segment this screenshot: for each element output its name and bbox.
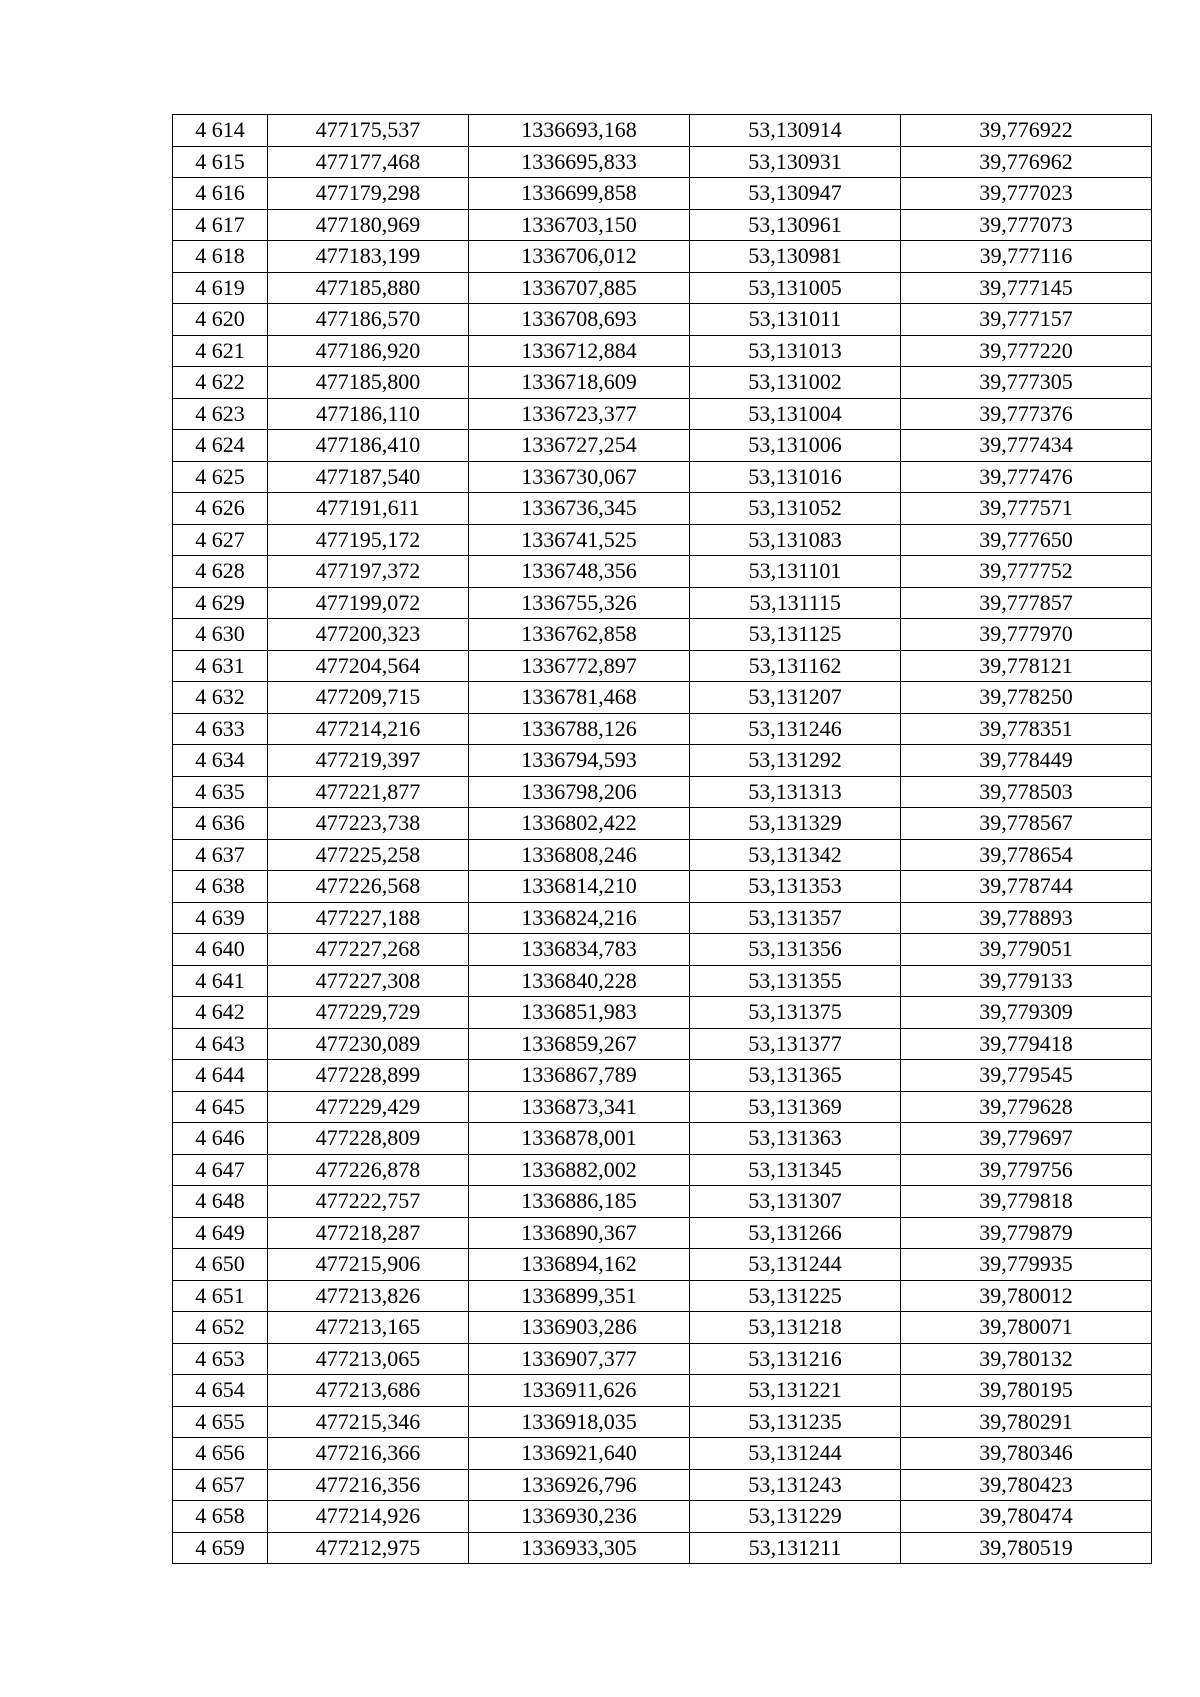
point-number-cell: 4 618: [173, 241, 268, 273]
y-coordinate-cell: 1336882,002: [469, 1154, 690, 1186]
y-coordinate-cell: 1336930,236: [469, 1501, 690, 1533]
point-number-cell: 4 656: [173, 1438, 268, 1470]
point-number-cell: 4 636: [173, 808, 268, 840]
x-coordinate-cell: 477216,366: [268, 1438, 469, 1470]
y-coordinate-cell: 1336693,168: [469, 115, 690, 147]
x-coordinate-cell: 477214,926: [268, 1501, 469, 1533]
y-coordinate-cell: 1336703,150: [469, 209, 690, 241]
table-row: [173, 1186, 1152, 1218]
longitude-cell: 39,780474: [901, 1501, 1152, 1533]
point-number-cell: 4 629: [173, 587, 268, 619]
longitude-cell: 39,777434: [901, 430, 1152, 462]
y-coordinate-cell: 1336727,254: [469, 430, 690, 462]
table-row: [173, 619, 1152, 651]
y-coordinate-cell: 1336712,884: [469, 335, 690, 367]
table-row: [173, 335, 1152, 367]
latitude-cell: 53,131345: [690, 1154, 901, 1186]
longitude-cell: 39,779818: [901, 1186, 1152, 1218]
y-coordinate-cell: 1336890,367: [469, 1217, 690, 1249]
point-number-cell: 4 622: [173, 367, 268, 399]
x-coordinate-cell: 477213,826: [268, 1280, 469, 1312]
y-coordinate-cell: 1336723,377: [469, 398, 690, 430]
point-number-cell: 4 616: [173, 178, 268, 210]
table-row: [173, 902, 1152, 934]
latitude-cell: 53,131235: [690, 1406, 901, 1438]
latitude-cell: 53,131266: [690, 1217, 901, 1249]
longitude-cell: 39,779051: [901, 934, 1152, 966]
y-coordinate-cell: 1336894,162: [469, 1249, 690, 1281]
longitude-cell: 39,780195: [901, 1375, 1152, 1407]
point-number-cell: 4 651: [173, 1280, 268, 1312]
x-coordinate-cell: 477213,065: [268, 1343, 469, 1375]
latitude-cell: 53,131216: [690, 1343, 901, 1375]
longitude-cell: 39,778121: [901, 650, 1152, 682]
point-number-cell: 4 634: [173, 745, 268, 777]
longitude-cell: 39,777073: [901, 209, 1152, 241]
y-coordinate-cell: 1336911,626: [469, 1375, 690, 1407]
longitude-cell: 39,779418: [901, 1028, 1152, 1060]
table-row: [173, 272, 1152, 304]
y-coordinate-cell: 1336840,228: [469, 965, 690, 997]
y-coordinate-cell: 1336741,525: [469, 524, 690, 556]
latitude-cell: 53,131356: [690, 934, 901, 966]
y-coordinate-cell: 1336781,468: [469, 682, 690, 714]
longitude-cell: 39,778654: [901, 839, 1152, 871]
point-number-cell: 4 657: [173, 1469, 268, 1501]
longitude-cell: 39,780346: [901, 1438, 1152, 1470]
x-coordinate-cell: 477186,570: [268, 304, 469, 336]
latitude-cell: 53,131218: [690, 1312, 901, 1344]
longitude-cell: 39,778250: [901, 682, 1152, 714]
table-row: [173, 1091, 1152, 1123]
table-row: [173, 178, 1152, 210]
longitude-cell: 39,777116: [901, 241, 1152, 273]
longitude-cell: 39,777970: [901, 619, 1152, 651]
point-number-cell: 4 643: [173, 1028, 268, 1060]
latitude-cell: 53,131375: [690, 997, 901, 1029]
point-number-cell: 4 648: [173, 1186, 268, 1218]
x-coordinate-cell: 477226,568: [268, 871, 469, 903]
latitude-cell: 53,131101: [690, 556, 901, 588]
x-coordinate-cell: 477218,287: [268, 1217, 469, 1249]
latitude-cell: 53,131006: [690, 430, 901, 462]
y-coordinate-cell: 1336899,351: [469, 1280, 690, 1312]
table-row: [173, 1375, 1152, 1407]
latitude-cell: 53,130914: [690, 115, 901, 147]
table-row: [173, 115, 1152, 147]
y-coordinate-cell: 1336802,422: [469, 808, 690, 840]
table-row: [173, 1154, 1152, 1186]
longitude-cell: 39,777145: [901, 272, 1152, 304]
longitude-cell: 39,780012: [901, 1280, 1152, 1312]
latitude-cell: 53,131355: [690, 965, 901, 997]
x-coordinate-cell: 477219,397: [268, 745, 469, 777]
point-number-cell: 4 644: [173, 1060, 268, 1092]
x-coordinate-cell: 477186,410: [268, 430, 469, 462]
x-coordinate-cell: 477229,729: [268, 997, 469, 1029]
table-row: [173, 745, 1152, 777]
x-coordinate-cell: 477213,686: [268, 1375, 469, 1407]
point-number-cell: 4 655: [173, 1406, 268, 1438]
y-coordinate-cell: 1336918,035: [469, 1406, 690, 1438]
table-row: [173, 524, 1152, 556]
latitude-cell: 53,131083: [690, 524, 901, 556]
point-number-cell: 4 627: [173, 524, 268, 556]
table-row: [173, 1406, 1152, 1438]
point-number-cell: 4 649: [173, 1217, 268, 1249]
table-row: [173, 493, 1152, 525]
longitude-cell: 39,780423: [901, 1469, 1152, 1501]
x-coordinate-cell: 477227,188: [268, 902, 469, 934]
y-coordinate-cell: 1336921,640: [469, 1438, 690, 1470]
y-coordinate-cell: 1336867,789: [469, 1060, 690, 1092]
latitude-cell: 53,131357: [690, 902, 901, 934]
table-row: [173, 1469, 1152, 1501]
latitude-cell: 53,131005: [690, 272, 901, 304]
table-row: [173, 934, 1152, 966]
x-coordinate-cell: 477230,089: [268, 1028, 469, 1060]
point-number-cell: 4 614: [173, 115, 268, 147]
latitude-cell: 53,130931: [690, 146, 901, 178]
longitude-cell: 39,778503: [901, 776, 1152, 808]
y-coordinate-cell: 1336695,833: [469, 146, 690, 178]
point-number-cell: 4 626: [173, 493, 268, 525]
point-number-cell: 4 658: [173, 1501, 268, 1533]
latitude-cell: 53,131225: [690, 1280, 901, 1312]
coordinates-table-body: [173, 115, 1152, 1564]
table-row: [173, 367, 1152, 399]
latitude-cell: 53,131115: [690, 587, 901, 619]
x-coordinate-cell: 477228,809: [268, 1123, 469, 1155]
x-coordinate-cell: 477213,165: [268, 1312, 469, 1344]
y-coordinate-cell: 1336794,593: [469, 745, 690, 777]
longitude-cell: 39,776922: [901, 115, 1152, 147]
latitude-cell: 53,131052: [690, 493, 901, 525]
y-coordinate-cell: 1336933,305: [469, 1532, 690, 1564]
table-row: [173, 209, 1152, 241]
table-row: [173, 430, 1152, 462]
x-coordinate-cell: 477215,346: [268, 1406, 469, 1438]
table-row: [173, 241, 1152, 273]
table-row: [173, 776, 1152, 808]
latitude-cell: 53,131243: [690, 1469, 901, 1501]
point-number-cell: 4 652: [173, 1312, 268, 1344]
point-number-cell: 4 653: [173, 1343, 268, 1375]
x-coordinate-cell: 477180,969: [268, 209, 469, 241]
latitude-cell: 53,131246: [690, 713, 901, 745]
point-number-cell: 4 615: [173, 146, 268, 178]
x-coordinate-cell: 477186,920: [268, 335, 469, 367]
y-coordinate-cell: 1336730,067: [469, 461, 690, 493]
y-coordinate-cell: 1336798,206: [469, 776, 690, 808]
y-coordinate-cell: 1336755,326: [469, 587, 690, 619]
x-coordinate-cell: 477229,429: [268, 1091, 469, 1123]
x-coordinate-cell: 477197,372: [268, 556, 469, 588]
longitude-cell: 39,779545: [901, 1060, 1152, 1092]
y-coordinate-cell: 1336762,858: [469, 619, 690, 651]
x-coordinate-cell: 477215,906: [268, 1249, 469, 1281]
table-row: [173, 1312, 1152, 1344]
y-coordinate-cell: 1336926,796: [469, 1469, 690, 1501]
x-coordinate-cell: 477191,611: [268, 493, 469, 525]
latitude-cell: 53,131229: [690, 1501, 901, 1533]
x-coordinate-cell: 477186,110: [268, 398, 469, 430]
longitude-cell: 39,780132: [901, 1343, 1152, 1375]
longitude-cell: 39,778744: [901, 871, 1152, 903]
x-coordinate-cell: 477199,072: [268, 587, 469, 619]
x-coordinate-cell: 477187,540: [268, 461, 469, 493]
point-number-cell: 4 650: [173, 1249, 268, 1281]
table-row: [173, 650, 1152, 682]
table-row: [173, 1123, 1152, 1155]
x-coordinate-cell: 477228,899: [268, 1060, 469, 1092]
point-number-cell: 4 617: [173, 209, 268, 241]
point-number-cell: 4 659: [173, 1532, 268, 1564]
point-number-cell: 4 638: [173, 871, 268, 903]
y-coordinate-cell: 1336718,609: [469, 367, 690, 399]
longitude-cell: 39,779133: [901, 965, 1152, 997]
y-coordinate-cell: 1336772,897: [469, 650, 690, 682]
table-row: [173, 1343, 1152, 1375]
longitude-cell: 39,780519: [901, 1532, 1152, 1564]
latitude-cell: 53,131162: [690, 650, 901, 682]
latitude-cell: 53,131221: [690, 1375, 901, 1407]
latitude-cell: 53,130961: [690, 209, 901, 241]
table-row: [173, 682, 1152, 714]
latitude-cell: 53,131211: [690, 1532, 901, 1564]
point-number-cell: 4 645: [173, 1091, 268, 1123]
y-coordinate-cell: 1336706,012: [469, 241, 690, 273]
point-number-cell: 4 623: [173, 398, 268, 430]
x-coordinate-cell: 477212,975: [268, 1532, 469, 1564]
longitude-cell: 39,776962: [901, 146, 1152, 178]
point-number-cell: 4 619: [173, 272, 268, 304]
table-row: [173, 965, 1152, 997]
table-row: [173, 1249, 1152, 1281]
table-row: [173, 146, 1152, 178]
longitude-cell: 39,777752: [901, 556, 1152, 588]
table-row: [173, 1060, 1152, 1092]
point-number-cell: 4 641: [173, 965, 268, 997]
point-number-cell: 4 632: [173, 682, 268, 714]
table-row: [173, 871, 1152, 903]
y-coordinate-cell: 1336903,286: [469, 1312, 690, 1344]
latitude-cell: 53,131292: [690, 745, 901, 777]
latitude-cell: 53,131353: [690, 871, 901, 903]
latitude-cell: 53,131369: [690, 1091, 901, 1123]
point-number-cell: 4 620: [173, 304, 268, 336]
longitude-cell: 39,778351: [901, 713, 1152, 745]
point-number-cell: 4 625: [173, 461, 268, 493]
x-coordinate-cell: 477204,564: [268, 650, 469, 682]
x-coordinate-cell: 477222,757: [268, 1186, 469, 1218]
y-coordinate-cell: 1336878,001: [469, 1123, 690, 1155]
y-coordinate-cell: 1336808,246: [469, 839, 690, 871]
x-coordinate-cell: 477177,468: [268, 146, 469, 178]
point-number-cell: 4 633: [173, 713, 268, 745]
longitude-cell: 39,779879: [901, 1217, 1152, 1249]
point-number-cell: 4 630: [173, 619, 268, 651]
table-row: [173, 304, 1152, 336]
table-row: [173, 808, 1152, 840]
point-number-cell: 4 647: [173, 1154, 268, 1186]
y-coordinate-cell: 1336708,693: [469, 304, 690, 336]
x-coordinate-cell: 477221,877: [268, 776, 469, 808]
latitude-cell: 53,131011: [690, 304, 901, 336]
y-coordinate-cell: 1336814,210: [469, 871, 690, 903]
latitude-cell: 53,130947: [690, 178, 901, 210]
table-row: [173, 713, 1152, 745]
latitude-cell: 53,131013: [690, 335, 901, 367]
x-coordinate-cell: 477175,537: [268, 115, 469, 147]
y-coordinate-cell: 1336707,885: [469, 272, 690, 304]
y-coordinate-cell: 1336824,216: [469, 902, 690, 934]
x-coordinate-cell: 477185,880: [268, 272, 469, 304]
x-coordinate-cell: 477183,199: [268, 241, 469, 273]
coordinates-table: [172, 114, 1152, 1564]
y-coordinate-cell: 1336873,341: [469, 1091, 690, 1123]
table-row: [173, 1028, 1152, 1060]
latitude-cell: 53,131207: [690, 682, 901, 714]
table-row: [173, 461, 1152, 493]
table-row: [173, 997, 1152, 1029]
y-coordinate-cell: 1336699,858: [469, 178, 690, 210]
y-coordinate-cell: 1336907,377: [469, 1343, 690, 1375]
longitude-cell: 39,777023: [901, 178, 1152, 210]
table-row: [173, 1532, 1152, 1564]
latitude-cell: 53,131125: [690, 619, 901, 651]
latitude-cell: 53,131244: [690, 1438, 901, 1470]
x-coordinate-cell: 477223,738: [268, 808, 469, 840]
longitude-cell: 39,780291: [901, 1406, 1152, 1438]
latitude-cell: 53,131004: [690, 398, 901, 430]
longitude-cell: 39,778567: [901, 808, 1152, 840]
latitude-cell: 53,131313: [690, 776, 901, 808]
latitude-cell: 53,131342: [690, 839, 901, 871]
longitude-cell: 39,778449: [901, 745, 1152, 777]
latitude-cell: 53,131329: [690, 808, 901, 840]
latitude-cell: 53,131244: [690, 1249, 901, 1281]
latitude-cell: 53,131377: [690, 1028, 901, 1060]
table-row: [173, 839, 1152, 871]
longitude-cell: 39,777650: [901, 524, 1152, 556]
y-coordinate-cell: 1336788,126: [469, 713, 690, 745]
longitude-cell: 39,779697: [901, 1123, 1152, 1155]
latitude-cell: 53,131307: [690, 1186, 901, 1218]
table-row: [173, 398, 1152, 430]
x-coordinate-cell: 477195,172: [268, 524, 469, 556]
point-number-cell: 4 637: [173, 839, 268, 871]
point-number-cell: 4 640: [173, 934, 268, 966]
latitude-cell: 53,130981: [690, 241, 901, 273]
longitude-cell: 39,779628: [901, 1091, 1152, 1123]
point-number-cell: 4 635: [173, 776, 268, 808]
table-row: [173, 1501, 1152, 1533]
y-coordinate-cell: 1336859,267: [469, 1028, 690, 1060]
x-coordinate-cell: 477179,298: [268, 178, 469, 210]
longitude-cell: 39,777157: [901, 304, 1152, 336]
longitude-cell: 39,777476: [901, 461, 1152, 493]
x-coordinate-cell: 477227,308: [268, 965, 469, 997]
longitude-cell: 39,779756: [901, 1154, 1152, 1186]
latitude-cell: 53,131016: [690, 461, 901, 493]
x-coordinate-cell: 477226,878: [268, 1154, 469, 1186]
point-number-cell: 4 628: [173, 556, 268, 588]
table-row: [173, 1438, 1152, 1470]
x-coordinate-cell: 477227,268: [268, 934, 469, 966]
point-number-cell: 4 631: [173, 650, 268, 682]
longitude-cell: 39,777571: [901, 493, 1152, 525]
latitude-cell: 53,131365: [690, 1060, 901, 1092]
longitude-cell: 39,779935: [901, 1249, 1152, 1281]
table-row: [173, 587, 1152, 619]
x-coordinate-cell: 477225,258: [268, 839, 469, 871]
longitude-cell: 39,779309: [901, 997, 1152, 1029]
longitude-cell: 39,777305: [901, 367, 1152, 399]
x-coordinate-cell: 477185,800: [268, 367, 469, 399]
longitude-cell: 39,777376: [901, 398, 1152, 430]
longitude-cell: 39,778893: [901, 902, 1152, 934]
x-coordinate-cell: 477216,356: [268, 1469, 469, 1501]
point-number-cell: 4 621: [173, 335, 268, 367]
y-coordinate-cell: 1336851,983: [469, 997, 690, 1029]
x-coordinate-cell: 477200,323: [268, 619, 469, 651]
table-row: [173, 1217, 1152, 1249]
table-row: [173, 1280, 1152, 1312]
point-number-cell: 4 646: [173, 1123, 268, 1155]
latitude-cell: 53,131002: [690, 367, 901, 399]
x-coordinate-cell: 477209,715: [268, 682, 469, 714]
x-coordinate-cell: 477214,216: [268, 713, 469, 745]
longitude-cell: 39,777857: [901, 587, 1152, 619]
point-number-cell: 4 654: [173, 1375, 268, 1407]
y-coordinate-cell: 1336886,185: [469, 1186, 690, 1218]
table-row: [173, 556, 1152, 588]
y-coordinate-cell: 1336736,345: [469, 493, 690, 525]
longitude-cell: 39,780071: [901, 1312, 1152, 1344]
y-coordinate-cell: 1336834,783: [469, 934, 690, 966]
point-number-cell: 4 624: [173, 430, 268, 462]
longitude-cell: 39,777220: [901, 335, 1152, 367]
point-number-cell: 4 639: [173, 902, 268, 934]
y-coordinate-cell: 1336748,356: [469, 556, 690, 588]
latitude-cell: 53,131363: [690, 1123, 901, 1155]
point-number-cell: 4 642: [173, 997, 268, 1029]
